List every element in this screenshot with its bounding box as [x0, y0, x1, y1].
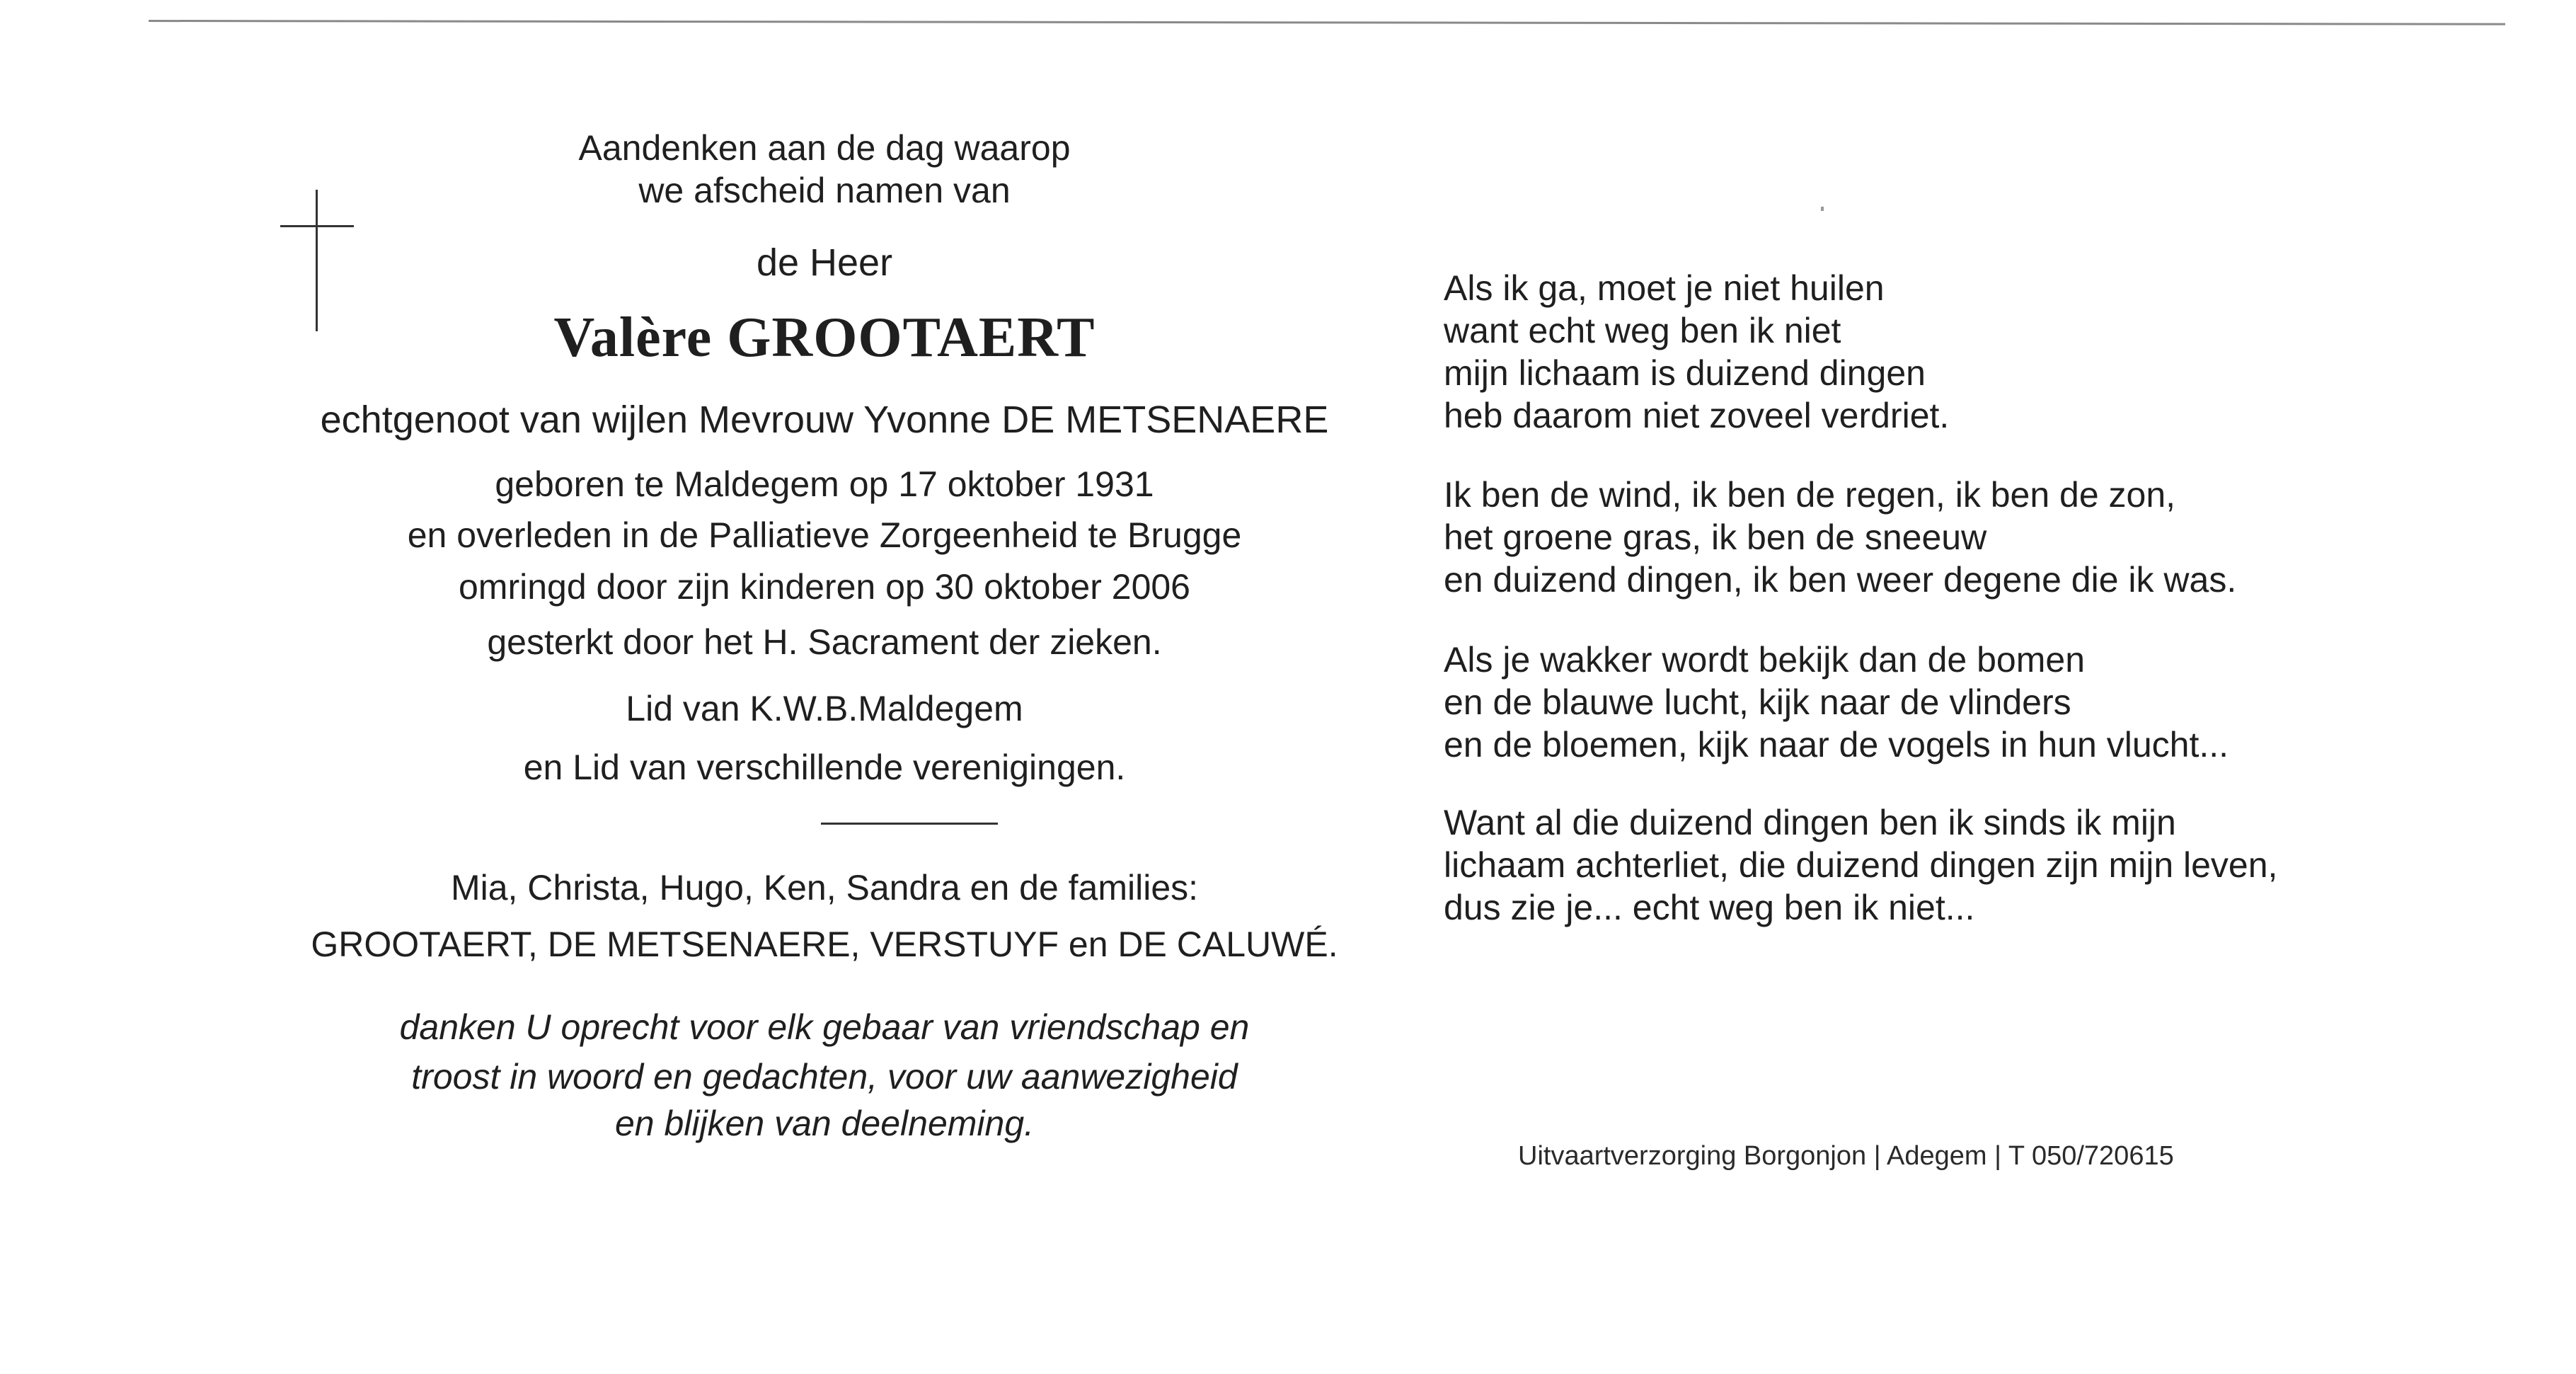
funeral-home-footer: Uitvaartverzorging Borgonjon | Adegem | T 050/720615 — [1518, 1141, 2174, 1171]
poem-line: Als je wakker wordt bekijk dan de bomen — [1444, 640, 2086, 680]
death-place-line: en overleden in de Palliatieve Zorgeenheid te Brugge — [407, 515, 1242, 555]
membership-line-2: en Lid van verschillende verenigingen. — [523, 748, 1126, 787]
poem-line: Want al die duizend dingen ben ik sinds ik mijn — [1444, 803, 2176, 842]
poem-line: en de blauwe lucht, kijk naar de vlinders — [1444, 682, 2071, 722]
poem-line: mijn lichaam is duizend dingen — [1444, 353, 1926, 393]
poem-line: het groene gras, ik ben de sneeuw — [1444, 517, 1987, 557]
thanks-line-2: troost in woord en gedachten, voor uw aanwezigheid — [411, 1057, 1238, 1097]
poem-line: want echt weg ben ik niet — [1444, 311, 1841, 350]
honorific: de Heer — [756, 241, 893, 284]
cross-icon-bar — [280, 225, 354, 227]
family-line-2: GROOTAERT, DE METSENAERE, VERSTUYF en DE CALUWÉ. — [311, 924, 1338, 964]
top-rule — [149, 20, 2505, 25]
poem-line: dus zie je... echt weg ben ik niet... — [1444, 888, 1975, 927]
family-line-1: Mia, Christa, Hugo, Ken, Sandra en de families: — [450, 868, 1199, 908]
intro-line-1: Aandenken aan de dag waarop — [578, 128, 1071, 168]
divider — [821, 823, 998, 825]
poem-line: Als ik ga, moet je niet huilen — [1444, 268, 1885, 308]
intro-line-2: we afscheid namen van — [638, 171, 1011, 210]
spouse-line: echtgenoot van wijlen Mevrouw Yvonne DE METSENAERE — [320, 399, 1329, 441]
thanks-line-3: en blijken van deelneming. — [614, 1104, 1035, 1143]
sacrament-line: gesterkt door het H. Sacrament der zieken. — [487, 622, 1162, 662]
poem-line: en de bloemen, kijk naar de vogels in hun vlucht... — [1444, 725, 2229, 765]
thanks-line-1: danken U oprecht voor elk gebaar van vriendschap en — [399, 1007, 1250, 1047]
deceased-name: Valère GROOTAERT — [553, 307, 1096, 369]
birth-line: geboren te Maldegem op 17 oktober 1931 — [495, 464, 1154, 504]
poem-line: en duizend dingen, ik ben weer degene die ik was. — [1444, 560, 2237, 600]
poem-line: heb daarom niet zoveel verdriet. — [1444, 396, 1950, 435]
membership-line-1: Lid van K.W.B.Maldegem — [626, 689, 1023, 728]
poem-line: Ik ben de wind, ik ben de regen, ik ben de zon, — [1444, 475, 2176, 515]
death-date-line: omringd door zijn kinderen op 30 oktober 2006 — [458, 567, 1190, 607]
print-speck — [1821, 207, 1824, 211]
poem-line: lichaam achterliet, die duizend dingen zijn mijn leven, — [1444, 845, 2278, 885]
